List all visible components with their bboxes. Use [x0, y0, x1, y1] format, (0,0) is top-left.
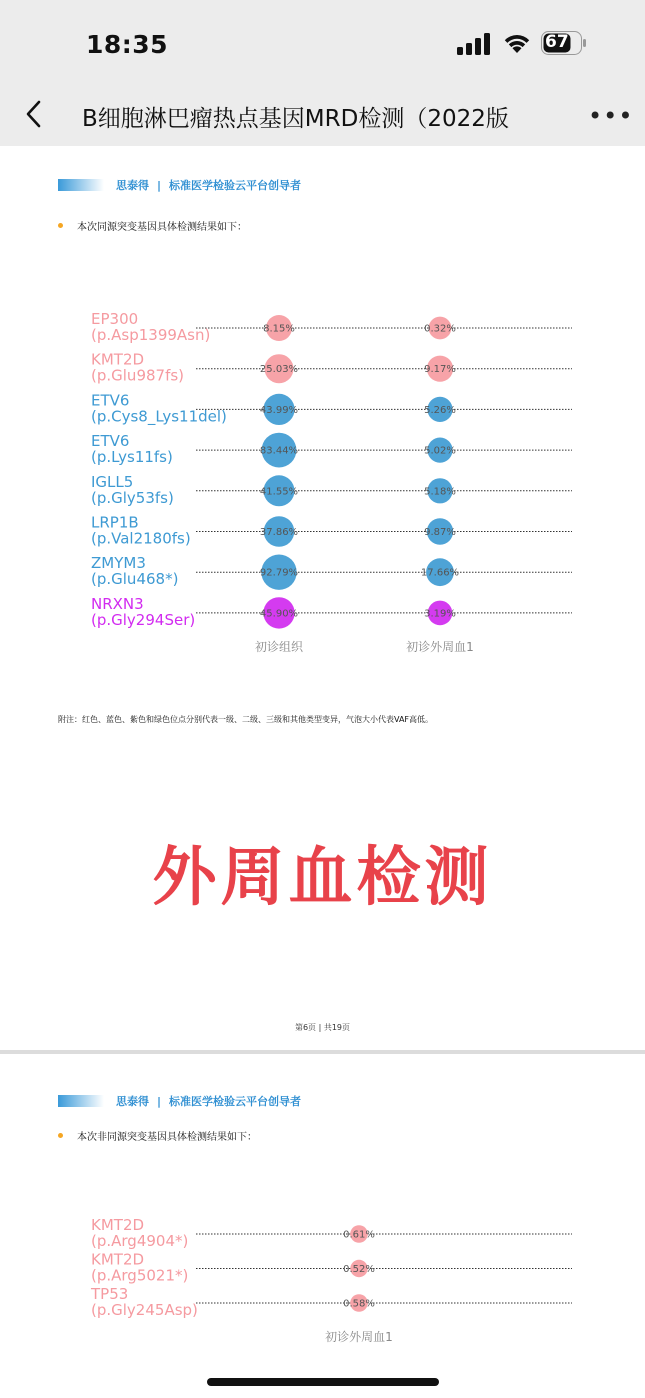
vaf-value-label: 0.52% [343, 1264, 375, 1275]
home-indicator[interactable] [207, 1378, 439, 1386]
gene-name: NRXN3 [91, 594, 144, 613]
gene-name: KMT2D [91, 350, 145, 369]
bubble-chart-homologous [0, 302, 645, 662]
vaf-value-label: 45.90% [259, 608, 299, 620]
page-header [58, 1094, 301, 1108]
gene-name: EP300 [91, 310, 139, 328]
bubble-chart-nonhomologous [0, 1214, 645, 1354]
section-big-title: 外周血检测 [152, 841, 493, 915]
page-header [58, 178, 301, 192]
vaf-value-label: 25.03% [259, 364, 299, 376]
vaf-value-label: 8.15% [263, 323, 295, 335]
vaf-value-label: 0.58% [343, 1298, 375, 1310]
variant-name: (p.Lys11fs) [91, 448, 173, 467]
row-label [91, 1216, 188, 1250]
gene-name: ETV6 [91, 432, 130, 451]
variant-name: (p.Arg5021*) [91, 1266, 189, 1285]
vaf-value-label: 0.61% [343, 1229, 375, 1241]
header-gradient-bar [58, 1095, 104, 1107]
vaf-value-label: 0.32% [424, 323, 456, 335]
more-options-icon[interactable]: ••• [588, 102, 634, 130]
vaf-value-label: 9.87% [424, 527, 456, 538]
variant-name: (p.Glu987fs) [91, 366, 185, 385]
section-intro [58, 1128, 257, 1143]
header-brand: 思泰得 [116, 179, 149, 192]
header-divider: | [157, 1094, 162, 1108]
gene-name: KMT2D [91, 1216, 145, 1234]
cellular-signal-icon [456, 33, 492, 55]
section-intro-text: 本次非同源突变基因具体检测结果如下： [77, 1132, 257, 1143]
wifi-icon [502, 32, 532, 54]
variant-name: (p.Val2180fs) [91, 529, 191, 548]
nav-bar [0, 82, 645, 146]
document-page-7 [0, 1054, 645, 1398]
vaf-value-label: 9.17% [424, 364, 456, 376]
vaf-value-label: 41.55% [259, 486, 299, 498]
row-label [91, 432, 173, 466]
status-bar [0, 0, 645, 82]
document-page-6 [0, 146, 645, 1050]
column-label: 初诊组织 [254, 639, 304, 654]
battery-icon [541, 31, 587, 55]
column-label: 初诊外周血1 [406, 639, 474, 654]
vaf-value-label: 37.86% [259, 527, 299, 538]
page-footer: 第6页 | 共19页 [294, 1023, 351, 1032]
section-intro [58, 218, 247, 233]
vaf-value-label: 5.18% [424, 486, 456, 498]
vaf-value-label: 17.66% [420, 567, 460, 579]
nav-title: B细胞淋巴瘤热点基因MRD检测（2022版 [82, 106, 509, 132]
variant-name: (p.Glu468*) [91, 570, 179, 589]
variant-name: (p.Arg4904*) [91, 1232, 189, 1250]
vaf-value-label: 83.44% [259, 445, 299, 457]
chart-note: 附注：红色、蓝色、紫色和绿色位点分别代表一级、二级、三级和其他类型变异，气泡大小代表VAF高低。 [58, 715, 434, 724]
gene-name: IGLL5 [91, 472, 134, 491]
bullet-dot-icon [58, 1133, 63, 1138]
gene-name: LRP1B [91, 513, 139, 532]
header-slogan: 标准医学检验云平台创导者 [169, 1095, 302, 1108]
vaf-value-label: 43.99% [259, 404, 299, 416]
variant-name: (p.Asp1399Asn) [91, 326, 211, 344]
bullet-dot-icon [58, 223, 63, 228]
battery-level: 67 [545, 32, 569, 52]
row-label [91, 595, 195, 629]
variant-name: (p.Gly245Asp) [91, 1301, 198, 1319]
column-label: 初诊外周血1 [325, 1330, 393, 1344]
gene-name: TP53 [91, 1285, 129, 1303]
back-chevron-icon[interactable] [22, 98, 46, 130]
header-divider: | [157, 178, 162, 192]
gene-name: KMT2D [91, 1250, 145, 1269]
row-label [91, 391, 227, 426]
gene-name: ZMYM3 [91, 554, 146, 573]
status-time: 18:35 [86, 30, 169, 59]
row-label [91, 1251, 188, 1285]
header-brand: 思泰得 [116, 1095, 149, 1108]
variant-name: (p.Gly294Ser) [91, 610, 196, 629]
variant-name: (p.Gly53fs) [91, 488, 174, 507]
header-gradient-bar [58, 179, 104, 191]
row-label [91, 310, 210, 344]
row-label [91, 514, 191, 548]
row-label [91, 351, 184, 385]
header-slogan: 标准医学检验云平台创导者 [169, 179, 302, 192]
variant-name: (p.Cys8_Lys11del) [91, 407, 227, 426]
gene-name: ETV6 [91, 391, 130, 410]
section-intro-text: 本次同源突变基因具体检测结果如下： [77, 222, 247, 233]
vaf-value-label: 92.79% [259, 567, 299, 579]
row-label [90, 1285, 198, 1319]
vaf-value-label: 5.02% [424, 445, 456, 457]
row-label [91, 473, 174, 507]
row-label [91, 554, 178, 588]
vaf-value-label: 5.26% [424, 404, 456, 416]
vaf-value-label: 3.19% [424, 608, 456, 620]
